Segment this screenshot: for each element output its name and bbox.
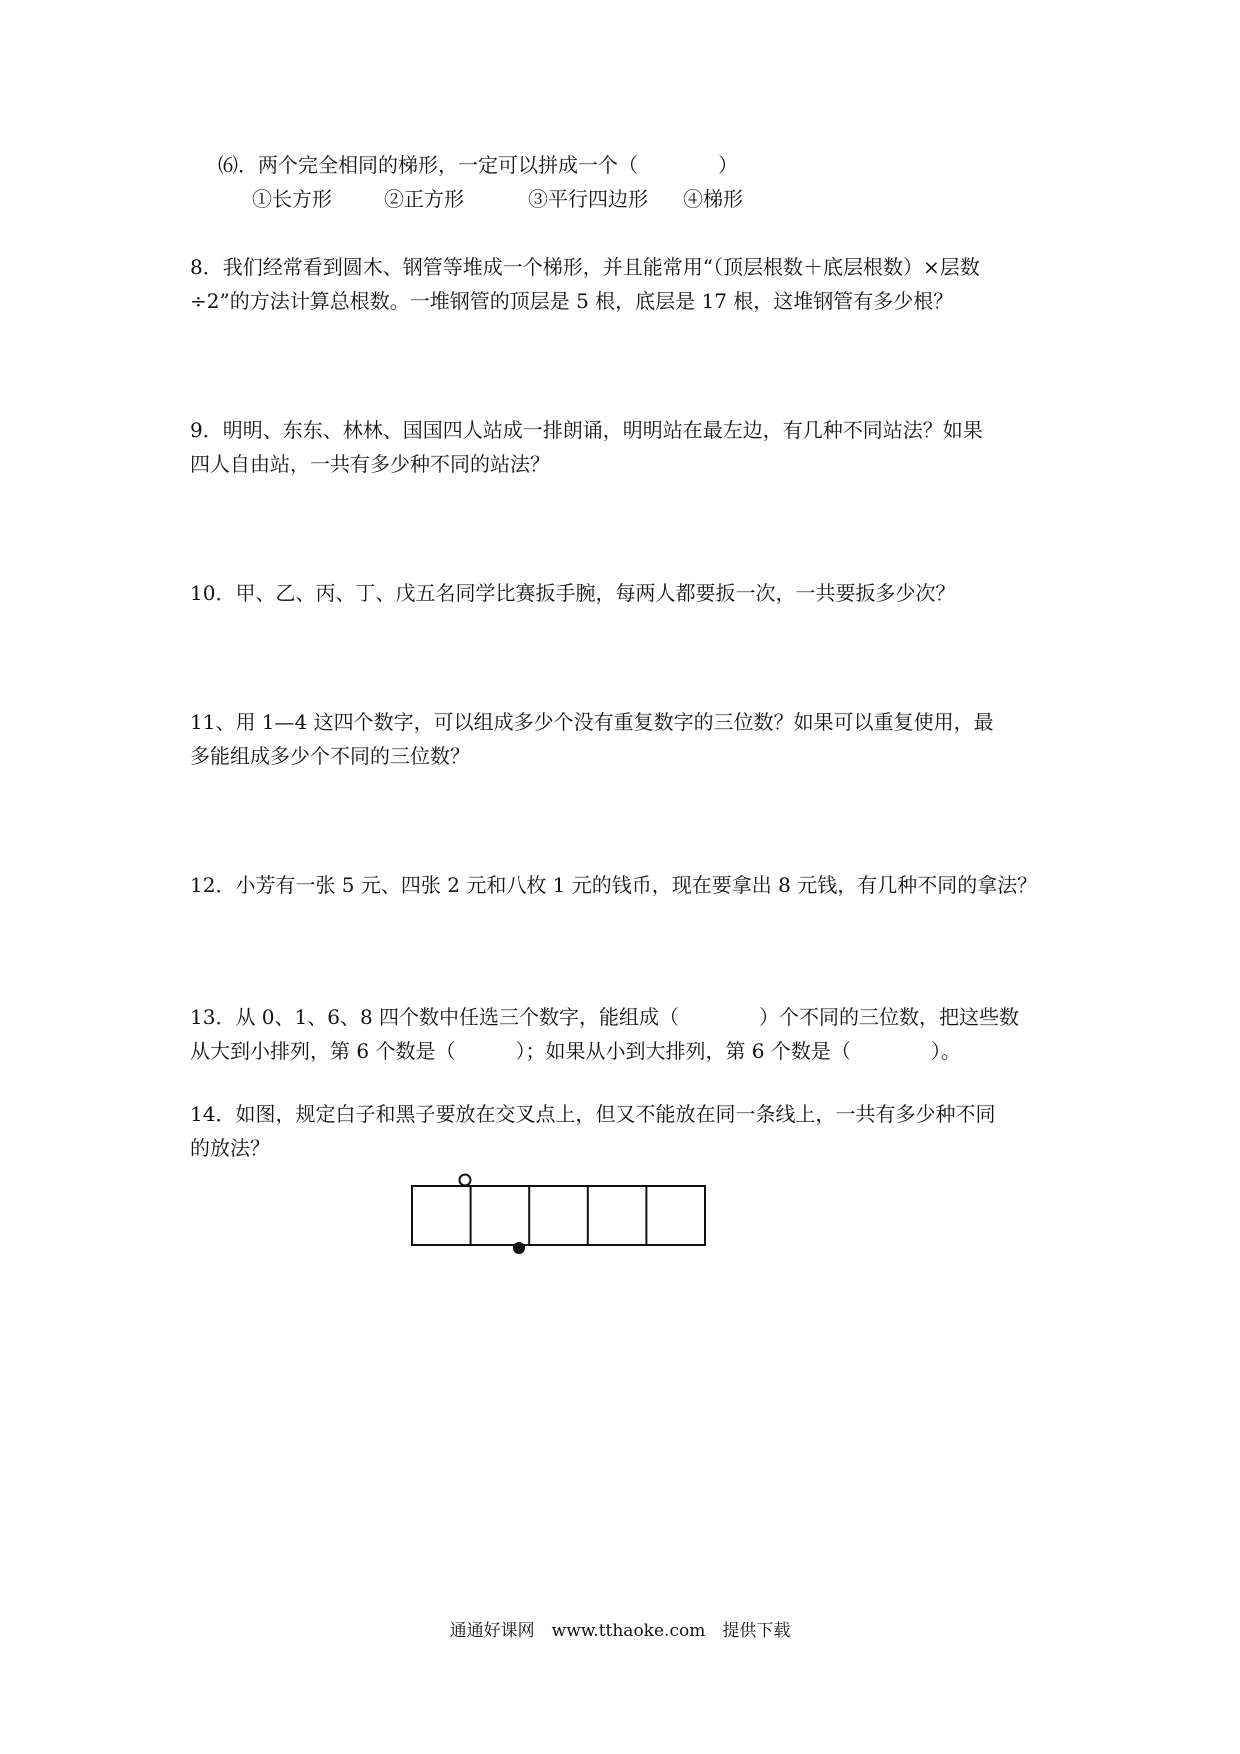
option-2: ②正方形	[384, 187, 464, 211]
question-8-line-2: ÷2”的方法计算总根数。一堆钢管的顶层是 5 根，底层是 17 根，这堆钢管有多少根？	[190, 289, 954, 313]
option-4: ④梯形	[683, 187, 743, 211]
question-11	[190, 705, 1070, 773]
question-10-line-1: 10．甲、乙、丙、丁、戊五名同学比赛扳手腕，每两人都要扳一次，一共要扳多少次？	[190, 581, 956, 605]
question-12-line-1: 12．小芳有一张 5 元、四张 2 元和八枚 1 元的钱币，现在要拿出 8 元钱，有几种不同的拿法？	[190, 873, 1038, 897]
black-piece	[513, 1242, 525, 1254]
question-6-stem: ⑹．两个完全相同的梯形，一定可以拼成一个（ ）	[218, 153, 738, 177]
question-11-line-1: 11、用 1—4 这四个数字，可以组成多少个没有重复数字的三位数？如果可以重复使用，最	[190, 710, 994, 734]
grid-diagram	[405, 1168, 715, 1256]
question-8	[190, 250, 1070, 318]
option-3: ③平行四边形	[528, 187, 648, 211]
question-14-line-2: 的放法？	[190, 1136, 270, 1160]
question-8-line-1: 8．我们经常看到圆木、钢管等堆成一个梯形，并且能常用“（顶层根数＋底层根数）×层数	[190, 255, 980, 279]
question-14-line-1: 14．如图，规定白子和黑子要放在交叉点上，但又不能放在同一条线上，一共有多少种不同	[190, 1102, 996, 1126]
question-13-line-1: 13．从 0、1、6、8 四个数中任选三个数字，能组成（ ）个不同的三位数，把这些数	[190, 1005, 1020, 1029]
white-piece	[460, 1175, 471, 1186]
option-1: ①长方形	[252, 187, 332, 211]
question-9-line-1: 9．明明、东东、林林、国国四人站成一排朗诵，明明站在最左边，有几种不同站法？如果	[190, 418, 983, 442]
question-13-line-2: 从大到小排列，第 6 个数是（ ）；如果从小到大排列，第 6 个数是（ ）。	[190, 1039, 961, 1063]
question-13	[190, 1000, 1070, 1068]
grid-outline	[412, 1186, 705, 1245]
question-9-line-2: 四人自由站，一共有多少种不同的站法？	[190, 452, 550, 476]
question-6	[218, 148, 738, 182]
question-6-options	[252, 182, 743, 216]
question-11-line-2: 多能组成多少个不同的三位数？	[190, 744, 470, 768]
question-14	[190, 1097, 1070, 1165]
page-footer: 通通好课网 www.tthaoke.com 提供下载	[449, 1621, 791, 1641]
question-12	[190, 868, 1070, 902]
question-10	[190, 576, 1070, 610]
question-9	[190, 413, 1070, 481]
